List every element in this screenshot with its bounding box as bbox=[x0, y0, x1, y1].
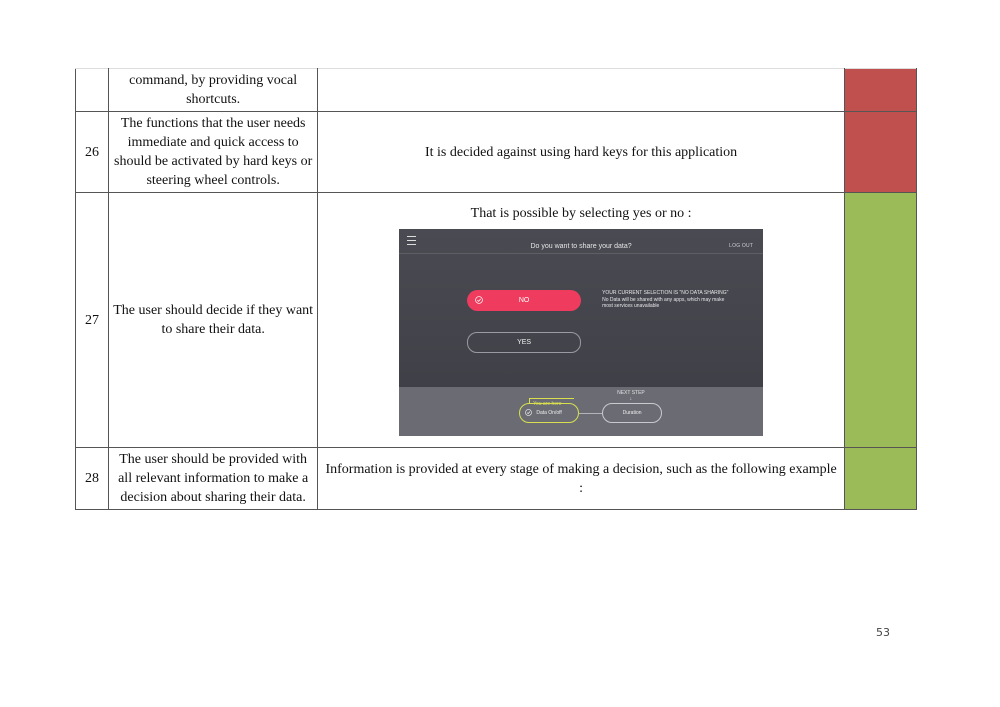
you-are-here-label: You are here bbox=[533, 401, 562, 407]
status-cell-red bbox=[844, 69, 916, 112]
app-header bbox=[399, 229, 763, 254]
requirement-cell: The user should be provided with all relevant information to make a decision about sharing their data. bbox=[109, 448, 318, 510]
response-cell bbox=[318, 69, 845, 112]
progress-footer bbox=[399, 387, 763, 436]
response-cell: Information is provided at every stage of making a decision, such as the following example : bbox=[318, 448, 845, 510]
requirements-table bbox=[75, 68, 917, 510]
check-icon bbox=[525, 409, 532, 416]
response-text: That is possible by selecting yes or no : bbox=[470, 206, 692, 221]
selection-heading: YOUR CURRENT SELECTION IS "NO DATA SHARING" bbox=[602, 290, 729, 296]
requirement-cell: The user should decide if they want to share their data. bbox=[109, 193, 318, 448]
response-cell: It is decided against using hard keys for this application bbox=[318, 112, 845, 193]
response-cell bbox=[318, 193, 845, 448]
step-duration: Duration bbox=[602, 403, 662, 423]
selection-detail: No Data will be shared with any apps, which may make most services unavailable bbox=[602, 296, 725, 309]
status-cell-green bbox=[844, 448, 916, 510]
table-row bbox=[76, 448, 917, 510]
row-number bbox=[76, 69, 109, 112]
no-button bbox=[467, 290, 581, 311]
check-icon bbox=[475, 296, 483, 304]
step-connector bbox=[579, 413, 602, 414]
yes-button bbox=[467, 332, 581, 353]
app-title: Do you want to share your data? bbox=[530, 243, 632, 250]
table-row bbox=[76, 193, 917, 448]
next-step-label: NEXT STEP ↓ bbox=[617, 390, 645, 402]
requirement-cell: The functions that the user needs immediate and quick access to should be activated by hard keys or steering wheel controls. bbox=[109, 112, 318, 193]
row-number: 27 bbox=[76, 193, 109, 448]
no-button-label: NO bbox=[518, 297, 530, 304]
status-cell-red bbox=[844, 112, 916, 193]
selection-info bbox=[602, 290, 732, 310]
page-number: 53 bbox=[876, 626, 890, 639]
status-cell-green bbox=[844, 193, 916, 448]
table-row bbox=[76, 112, 917, 193]
row-number: 26 bbox=[76, 112, 109, 193]
data-sharing-screenshot bbox=[399, 229, 763, 436]
requirement-cell: command, by providing vocal shortcuts. bbox=[109, 69, 318, 112]
row-number: 28 bbox=[76, 448, 109, 510]
yes-button-label: YES bbox=[517, 339, 532, 346]
logout-link: LOG OUT bbox=[729, 243, 754, 249]
table-row bbox=[76, 69, 917, 112]
step-data-onoff: Data On/off bbox=[519, 403, 579, 423]
